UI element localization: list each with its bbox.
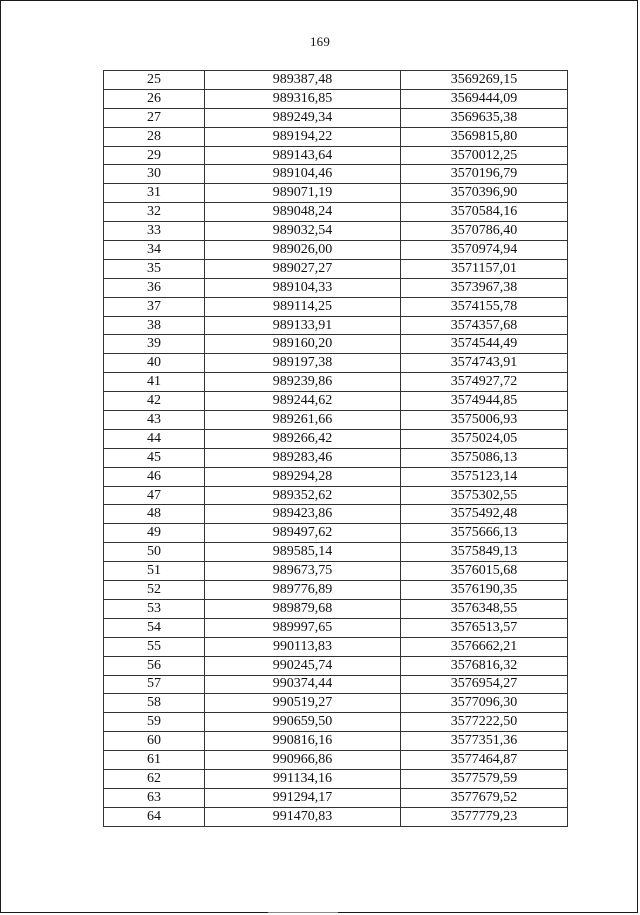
x-coordinate-cell: 989673,75 bbox=[205, 562, 401, 581]
y-coordinate-cell: 3569269,15 bbox=[401, 71, 568, 90]
table-row bbox=[104, 89, 568, 108]
table-row bbox=[104, 713, 568, 732]
y-coordinate-cell: 3577096,30 bbox=[401, 694, 568, 713]
point-number-cell: 60 bbox=[104, 732, 205, 751]
x-coordinate-cell: 989133,91 bbox=[205, 316, 401, 335]
y-coordinate-cell: 3570196,79 bbox=[401, 165, 568, 184]
table-row bbox=[104, 543, 568, 562]
table-row bbox=[104, 694, 568, 713]
y-coordinate-cell: 3577222,50 bbox=[401, 713, 568, 732]
x-coordinate-cell: 989026,00 bbox=[205, 241, 401, 260]
y-coordinate-cell: 3569815,80 bbox=[401, 127, 568, 146]
table-row bbox=[104, 467, 568, 486]
table-row bbox=[104, 505, 568, 524]
point-number-cell: 34 bbox=[104, 241, 205, 260]
x-coordinate-cell: 989997,65 bbox=[205, 618, 401, 637]
point-number-cell: 31 bbox=[104, 184, 205, 203]
table-row bbox=[104, 732, 568, 751]
table-row bbox=[104, 656, 568, 675]
table-row bbox=[104, 354, 568, 373]
point-number-cell: 44 bbox=[104, 429, 205, 448]
x-coordinate-cell: 991294,17 bbox=[205, 788, 401, 807]
table-row bbox=[104, 807, 568, 826]
table-row bbox=[104, 222, 568, 241]
x-coordinate-cell: 989239,86 bbox=[205, 373, 401, 392]
y-coordinate-cell: 3577779,23 bbox=[401, 807, 568, 826]
x-coordinate-cell: 990659,50 bbox=[205, 713, 401, 732]
y-coordinate-cell: 3569444,09 bbox=[401, 89, 568, 108]
table-row bbox=[104, 581, 568, 600]
x-coordinate-cell: 989261,66 bbox=[205, 411, 401, 430]
y-coordinate-cell: 3574944,85 bbox=[401, 392, 568, 411]
x-coordinate-cell: 989048,24 bbox=[205, 203, 401, 222]
table-row bbox=[104, 618, 568, 637]
table-row bbox=[104, 392, 568, 411]
x-coordinate-cell: 989879,68 bbox=[205, 599, 401, 618]
table-row bbox=[104, 411, 568, 430]
x-coordinate-cell: 990245,74 bbox=[205, 656, 401, 675]
x-coordinate-cell: 989027,27 bbox=[205, 259, 401, 278]
coordinates-table bbox=[103, 70, 568, 827]
x-coordinate-cell: 989071,19 bbox=[205, 184, 401, 203]
x-coordinate-cell: 989283,46 bbox=[205, 448, 401, 467]
y-coordinate-cell: 3574927,72 bbox=[401, 373, 568, 392]
point-number-cell: 25 bbox=[104, 71, 205, 90]
point-number-cell: 63 bbox=[104, 788, 205, 807]
y-coordinate-cell: 3569635,38 bbox=[401, 108, 568, 127]
table-row bbox=[104, 146, 568, 165]
point-number-cell: 37 bbox=[104, 297, 205, 316]
x-coordinate-cell: 989114,25 bbox=[205, 297, 401, 316]
x-coordinate-cell: 989160,20 bbox=[205, 335, 401, 354]
point-number-cell: 33 bbox=[104, 222, 205, 241]
page-number: 169 bbox=[309, 34, 331, 49]
table-row bbox=[104, 278, 568, 297]
y-coordinate-cell: 3576513,57 bbox=[401, 618, 568, 637]
x-coordinate-cell: 989197,38 bbox=[205, 354, 401, 373]
table-row bbox=[104, 373, 568, 392]
table-row bbox=[104, 127, 568, 146]
y-coordinate-cell: 3575492,48 bbox=[401, 505, 568, 524]
x-coordinate-cell: 991134,16 bbox=[205, 769, 401, 788]
x-coordinate-cell: 989194,22 bbox=[205, 127, 401, 146]
point-number-cell: 39 bbox=[104, 335, 205, 354]
table-row bbox=[104, 562, 568, 581]
point-number-cell: 58 bbox=[104, 694, 205, 713]
x-coordinate-cell: 989316,85 bbox=[205, 89, 401, 108]
x-coordinate-cell: 989776,89 bbox=[205, 581, 401, 600]
point-number-cell: 64 bbox=[104, 807, 205, 826]
table-row bbox=[104, 316, 568, 335]
table-row bbox=[104, 637, 568, 656]
y-coordinate-cell: 3574743,91 bbox=[401, 354, 568, 373]
x-coordinate-cell: 989266,42 bbox=[205, 429, 401, 448]
point-number-cell: 42 bbox=[104, 392, 205, 411]
x-coordinate-cell: 990966,86 bbox=[205, 751, 401, 770]
x-coordinate-cell: 990816,16 bbox=[205, 732, 401, 751]
y-coordinate-cell: 3576954,27 bbox=[401, 675, 568, 694]
x-coordinate-cell: 989585,14 bbox=[205, 543, 401, 562]
x-coordinate-cell: 989244,62 bbox=[205, 392, 401, 411]
point-number-cell: 32 bbox=[104, 203, 205, 222]
table-row bbox=[104, 769, 568, 788]
y-coordinate-cell: 3575024,05 bbox=[401, 429, 568, 448]
table-row bbox=[104, 599, 568, 618]
y-coordinate-cell: 3571157,01 bbox=[401, 259, 568, 278]
y-coordinate-cell: 3570584,16 bbox=[401, 203, 568, 222]
table-row bbox=[104, 788, 568, 807]
table-row bbox=[104, 675, 568, 694]
y-coordinate-cell: 3576348,55 bbox=[401, 599, 568, 618]
point-number-cell: 54 bbox=[104, 618, 205, 637]
y-coordinate-cell: 3575302,55 bbox=[401, 486, 568, 505]
y-coordinate-cell: 3577579,59 bbox=[401, 769, 568, 788]
y-coordinate-cell: 3576015,68 bbox=[401, 562, 568, 581]
y-coordinate-cell: 3575086,13 bbox=[401, 448, 568, 467]
y-coordinate-cell: 3576662,21 bbox=[401, 637, 568, 656]
point-number-cell: 52 bbox=[104, 581, 205, 600]
table-row bbox=[104, 297, 568, 316]
y-coordinate-cell: 3576190,35 bbox=[401, 581, 568, 600]
point-number-cell: 27 bbox=[104, 108, 205, 127]
y-coordinate-cell: 3575123,14 bbox=[401, 467, 568, 486]
point-number-cell: 47 bbox=[104, 486, 205, 505]
y-coordinate-cell: 3570396,90 bbox=[401, 184, 568, 203]
point-number-cell: 61 bbox=[104, 751, 205, 770]
y-coordinate-cell: 3575006,93 bbox=[401, 411, 568, 430]
x-coordinate-cell: 989387,48 bbox=[205, 71, 401, 90]
y-coordinate-cell: 3574155,78 bbox=[401, 297, 568, 316]
point-number-cell: 51 bbox=[104, 562, 205, 581]
point-number-cell: 36 bbox=[104, 278, 205, 297]
point-number-cell: 41 bbox=[104, 373, 205, 392]
x-coordinate-cell: 990519,27 bbox=[205, 694, 401, 713]
point-number-cell: 53 bbox=[104, 599, 205, 618]
point-number-cell: 59 bbox=[104, 713, 205, 732]
y-coordinate-cell: 3577351,36 bbox=[401, 732, 568, 751]
table-row bbox=[104, 71, 568, 90]
x-coordinate-cell: 989143,64 bbox=[205, 146, 401, 165]
bottom-scan-mark bbox=[268, 912, 338, 913]
point-number-cell: 46 bbox=[104, 467, 205, 486]
point-number-cell: 30 bbox=[104, 165, 205, 184]
y-coordinate-cell: 3574544,49 bbox=[401, 335, 568, 354]
x-coordinate-cell: 989352,62 bbox=[205, 486, 401, 505]
x-coordinate-cell: 989104,33 bbox=[205, 278, 401, 297]
y-coordinate-cell: 3570974,94 bbox=[401, 241, 568, 260]
point-number-cell: 57 bbox=[104, 675, 205, 694]
point-number-cell: 38 bbox=[104, 316, 205, 335]
y-coordinate-cell: 3575666,13 bbox=[401, 524, 568, 543]
point-number-cell: 55 bbox=[104, 637, 205, 656]
x-coordinate-cell: 991470,83 bbox=[205, 807, 401, 826]
table-row bbox=[104, 751, 568, 770]
table-row bbox=[104, 486, 568, 505]
point-number-cell: 28 bbox=[104, 127, 205, 146]
table-row bbox=[104, 259, 568, 278]
coordinates-table-body bbox=[104, 71, 568, 827]
table-row bbox=[104, 524, 568, 543]
y-coordinate-cell: 3574357,68 bbox=[401, 316, 568, 335]
y-coordinate-cell: 3575849,13 bbox=[401, 543, 568, 562]
x-coordinate-cell: 990113,83 bbox=[205, 637, 401, 656]
x-coordinate-cell: 989294,28 bbox=[205, 467, 401, 486]
point-number-cell: 43 bbox=[104, 411, 205, 430]
x-coordinate-cell: 989249,34 bbox=[205, 108, 401, 127]
y-coordinate-cell: 3576816,32 bbox=[401, 656, 568, 675]
y-coordinate-cell: 3577679,52 bbox=[401, 788, 568, 807]
y-coordinate-cell: 3577464,87 bbox=[401, 751, 568, 770]
point-number-cell: 40 bbox=[104, 354, 205, 373]
point-number-cell: 50 bbox=[104, 543, 205, 562]
point-number-cell: 48 bbox=[104, 505, 205, 524]
point-number-cell: 62 bbox=[104, 769, 205, 788]
y-coordinate-cell: 3573967,38 bbox=[401, 278, 568, 297]
point-number-cell: 29 bbox=[104, 146, 205, 165]
y-coordinate-cell: 3570012,25 bbox=[401, 146, 568, 165]
x-coordinate-cell: 990374,44 bbox=[205, 675, 401, 694]
table-row bbox=[104, 184, 568, 203]
point-number-cell: 49 bbox=[104, 524, 205, 543]
y-coordinate-cell: 3570786,40 bbox=[401, 222, 568, 241]
x-coordinate-cell: 989497,62 bbox=[205, 524, 401, 543]
table-row bbox=[104, 165, 568, 184]
x-coordinate-cell: 989032,54 bbox=[205, 222, 401, 241]
table-row bbox=[104, 203, 568, 222]
table-row bbox=[104, 335, 568, 354]
x-coordinate-cell: 989104,46 bbox=[205, 165, 401, 184]
point-number-cell: 45 bbox=[104, 448, 205, 467]
point-number-cell: 26 bbox=[104, 89, 205, 108]
table-row bbox=[104, 108, 568, 127]
x-coordinate-cell: 989423,86 bbox=[205, 505, 401, 524]
table-row bbox=[104, 448, 568, 467]
table-row bbox=[104, 429, 568, 448]
table-row bbox=[104, 241, 568, 260]
point-number-cell: 56 bbox=[104, 656, 205, 675]
point-number-cell: 35 bbox=[104, 259, 205, 278]
